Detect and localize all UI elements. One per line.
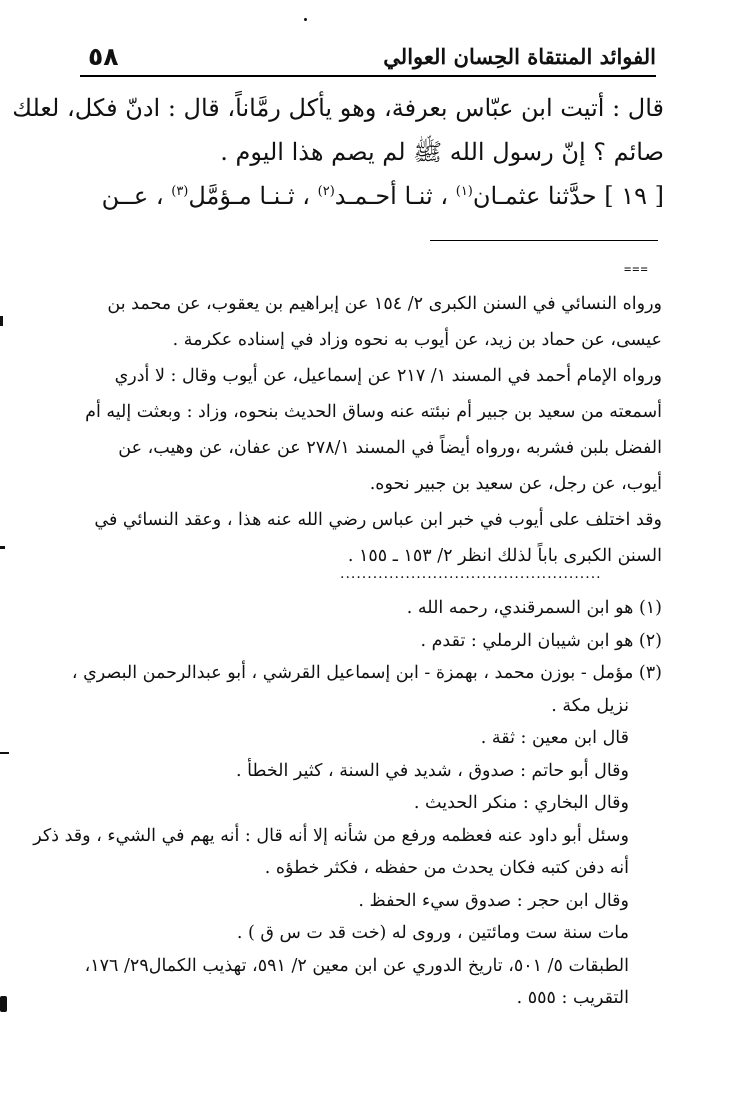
commentary-line: السنن الكبرى باباً لذلك انظر ٢/ ١٥٣ ـ ١٥٥ .	[347, 546, 662, 566]
isnad-narrator: ، عــن	[101, 182, 164, 210]
footnote-1: (١) هو ابن السمرقندي، رحمه الله .	[406, 598, 662, 618]
footnote-2: (٢) هو ابن شيبان الرملي : تقدم .	[420, 630, 662, 651]
isnad-narrator: حدَّثنا عثمـان	[472, 182, 597, 210]
footnotes-block	[33, 592, 662, 1015]
footnote-separator: ................................................	[340, 566, 602, 582]
main-text-line: قال : أتيت ابن عبّاس بعرفة، وهو يأكل رمَّاناً، قال : ادنّ فكل، لعلك	[12, 94, 664, 122]
commentary-line: الفضل بلبن فشربه ،ورواه أيضاً في المسند ٢٧٨/١ عن عفان، عن وهيب، عن	[118, 438, 662, 458]
footnote-line: التقريب : ٥٥٥ .	[516, 988, 629, 1008]
scan-edge-mark	[0, 546, 5, 549]
footnote-line: وسئل أبو داود عنه فعظمه ورفع من شأنه إلا أنه قال : أنه يهم في الشيء ، وقد ذكر	[33, 825, 629, 846]
footnote-line: وقال أبو حاتم : صدوق ، شديد في السنة ، كثير الخطأ .	[236, 760, 629, 781]
page-number: ٥٨	[88, 42, 119, 71]
footnote-line: وقال ابن حجر : صدوق سيء الحفظ .	[358, 890, 629, 911]
footnote-line: أنه دفن كتبه فكان يحدث من حفظه ، فكثر خطؤه .	[264, 858, 629, 878]
page-header	[80, 38, 656, 74]
commentary-line: أسمعته من سعيد بن جبير أم نبئته عنه وساق الحديث بنحوه، وزاد : وبعثت إليه أم	[85, 402, 662, 422]
scan-edge-mark	[0, 752, 9, 754]
footnote-ref: (١)	[455, 184, 473, 199]
isnad-narrator: ، ثنـا أحـمـد	[334, 182, 449, 210]
commentary-line: أيوب، عن رجل، عن سعيد بن جبير نحوه.	[369, 474, 662, 494]
footnote-line: وقال البخاري : منكر الحديث .	[413, 793, 629, 813]
footnote-3: (٣) مؤمل - بوزن محمد ، بهمزة - ابن إسماعيل القرشي ، أبو عبدالرحمن البصري ،	[71, 663, 662, 683]
footnote-line: الطبقات ٥/ ٥٠١، تاريخ الدوري عن ابن معين ٢/ ٥٩١، تهذيب الكمال٢٩/ ١٧٦،	[84, 955, 629, 976]
scan-edge-mark	[0, 316, 3, 326]
commentary-line: ورواه الإمام أحمد في المسند ١/ ٢١٧ عن إسماعيل، عن أيوب وقال : لا أدري	[114, 366, 662, 386]
main-text	[12, 86, 664, 218]
commentary-line: ورواه النسائي في السنن الكبرى ٢/ ١٥٤ عن إبراهيم بن يعقوب، عن محمد بن	[107, 294, 662, 314]
running-title: الفوائد المنتقاة الحِسان العوالي	[383, 44, 656, 69]
footnote-line: نزيل مكة .	[551, 695, 629, 716]
header-rule	[80, 75, 656, 77]
footnote-ref: (٣)	[171, 184, 189, 199]
commentary-line: وقد اختلف على أيوب في خبر ابن عباس رضي الله عنه هذا ، وعقد النسائي في	[94, 510, 662, 530]
scan-speck	[304, 18, 307, 21]
footnote-ref: (٢)	[317, 184, 335, 199]
commentary-line: عيسى، عن حماد بن زيد، عن أيوب به نحوه وزاد في إسناده عكرمة .	[172, 330, 662, 350]
hadith-number: [ ١٩ ]	[604, 182, 664, 210]
commentary-block	[78, 286, 662, 574]
scan-edge-mark	[0, 996, 7, 1012]
continuation-mark: ===	[624, 262, 649, 276]
main-text-line: صائم ؟ إنّ رسول الله ﷺ لم يصم هذا اليوم .	[220, 138, 664, 166]
text-separator-rule	[430, 240, 658, 241]
footnote-line: قال ابن معين : ثقة .	[480, 728, 629, 748]
isnad-line	[78, 174, 664, 218]
isnad-narrator: ، ثـنـا مـؤمَّل	[188, 182, 310, 210]
footnote-line: مات سنة ست ومائتين ، وروى له (خت قد ت س ق ) .	[236, 923, 629, 943]
